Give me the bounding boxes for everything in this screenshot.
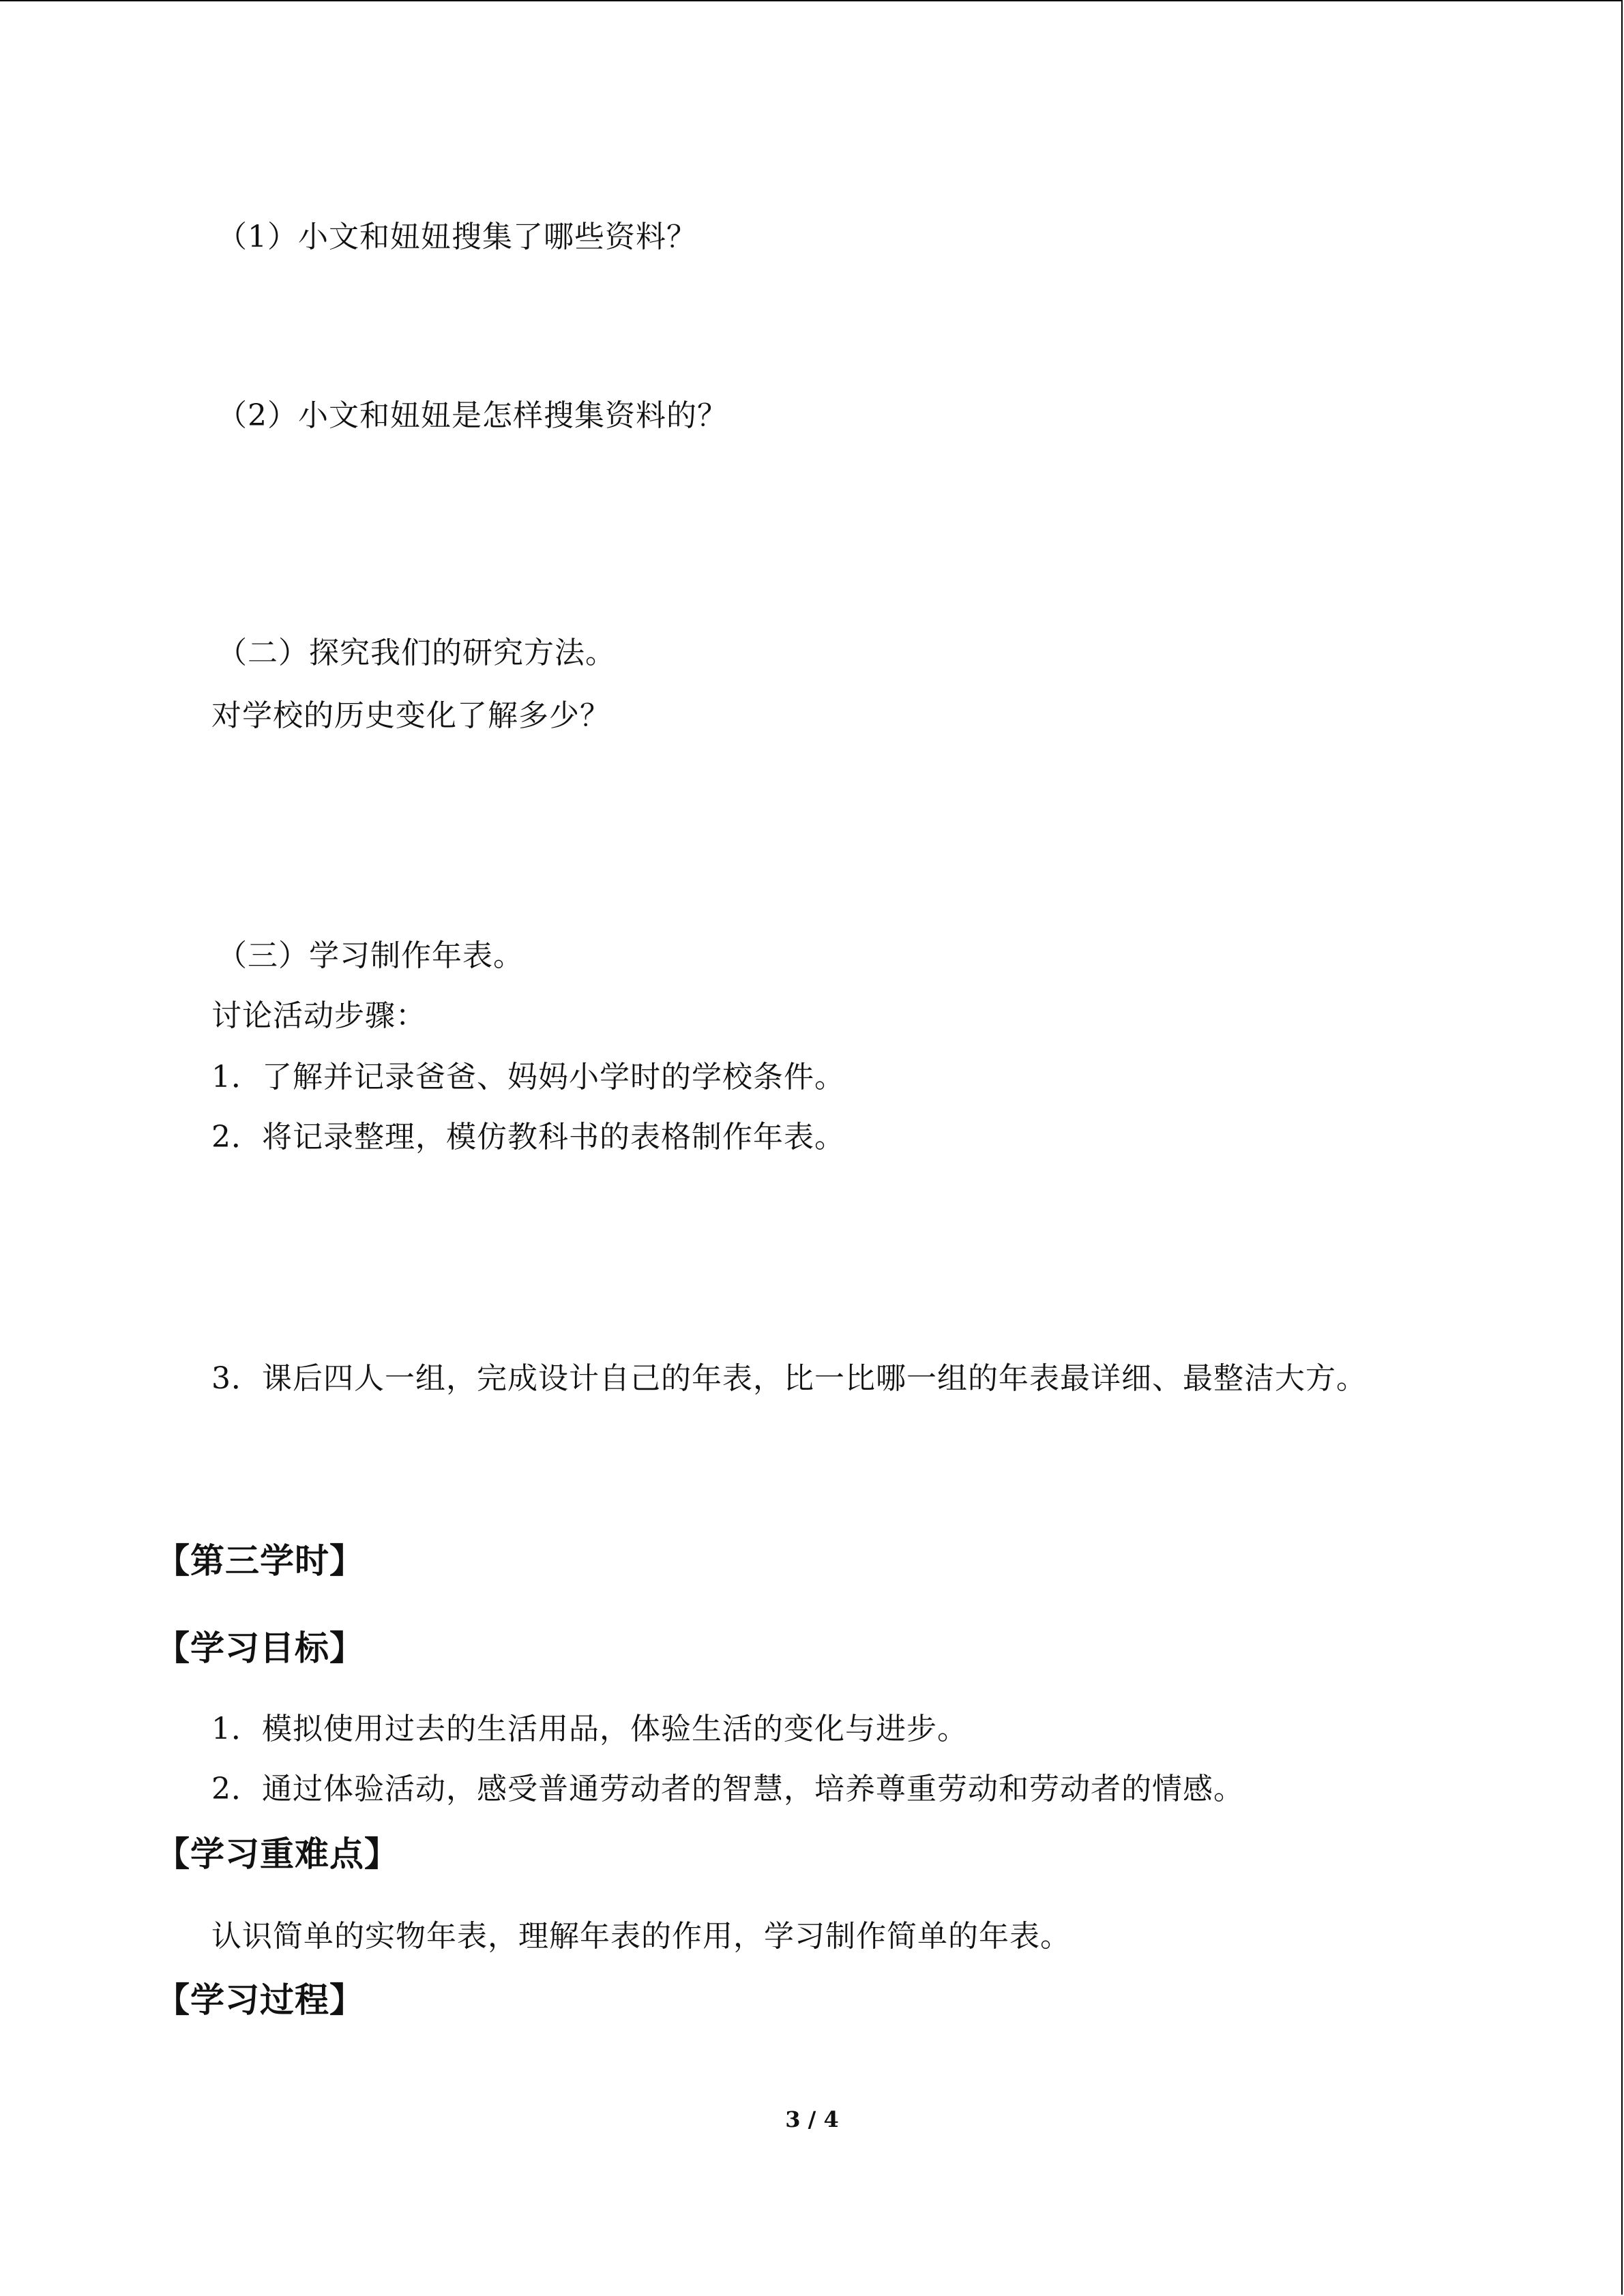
- step-2: 2．将记录整理，模仿教科书的表格制作年表。: [211, 1120, 845, 1154]
- key-points-text: 认识简单的实物年表，理解年表的作用，学习制作简单的年表。: [211, 1919, 1071, 1954]
- section-3-title: （三）学习制作年表。: [217, 938, 524, 973]
- question-2: （2）小文和妞妞是怎样搜集资料的？: [217, 398, 728, 433]
- question-1: （1）小文和妞妞搜集了哪些资料？: [217, 220, 697, 254]
- lesson-3-title: 【第三学时】: [156, 1541, 364, 1581]
- discussion-label: 讨论活动步骤：: [211, 998, 426, 1033]
- key-points-heading: 【学习重难点】: [156, 1834, 399, 1874]
- process-heading: 【学习过程】: [156, 1980, 364, 2020]
- objectives-heading: 【学习目标】: [156, 1628, 364, 1668]
- section-2-question: 对学校的历史变化了解多少？: [211, 698, 610, 733]
- objective-1: 1．模拟使用过去的生活用品，体验生活的变化与进步。: [211, 1712, 968, 1746]
- page-number: 3 / 4: [785, 2106, 839, 2132]
- objective-2: 2．通过体验活动，感受普通劳动者的智慧，培养尊重劳动和劳动者的情感。: [211, 1772, 1244, 1806]
- step-3: 3．课后四人一组，完成设计自己的年表，比一比哪一组的年表最详细、最整洁大方。: [211, 1361, 1367, 1396]
- section-2-title: （二）探究我们的研究方法。: [217, 636, 616, 670]
- step-1: 1．了解并记录爸爸、妈妈小学时的学校条件。: [211, 1060, 845, 1094]
